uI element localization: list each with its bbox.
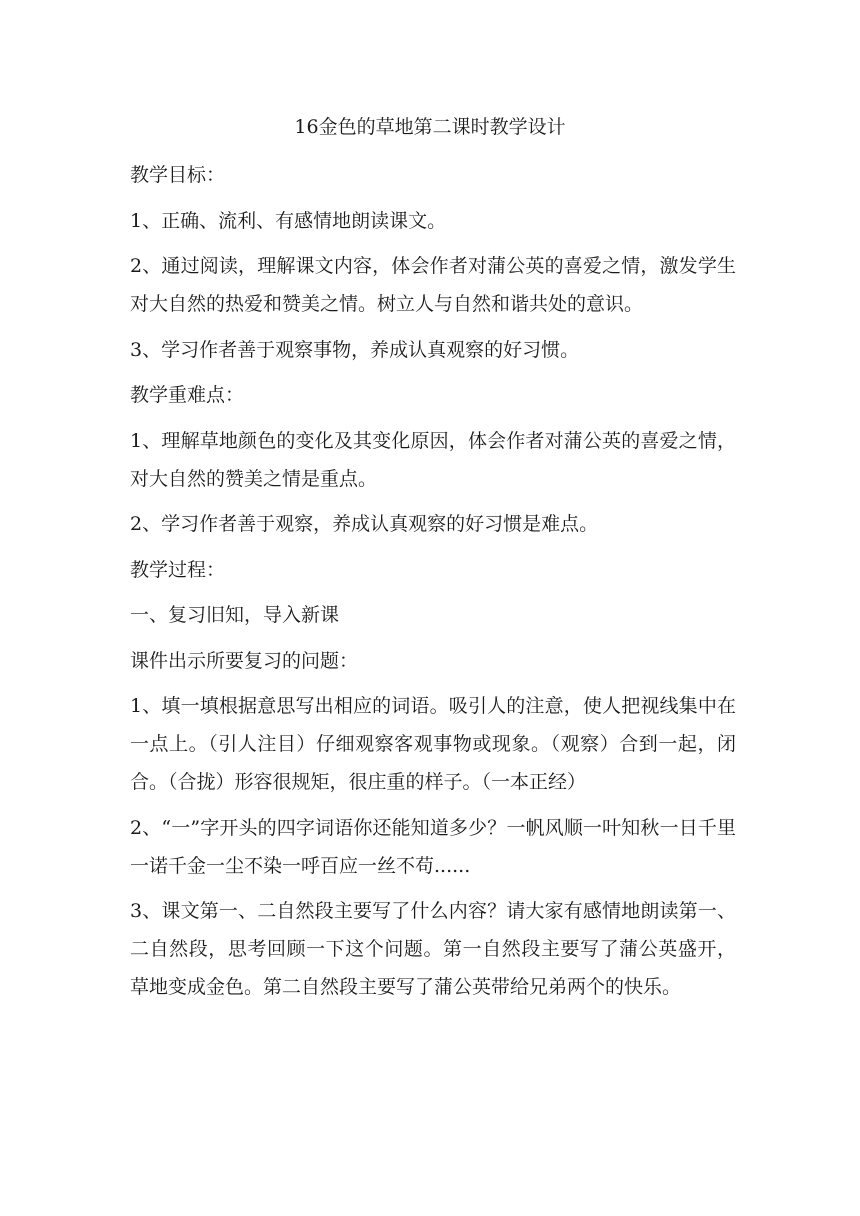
goal-item-2: 2、通过阅读，理解课文内容，体会作者对蒲公英的喜爱之情，激发学生对大自然的热爱和赞美之情。树立人与自然和谐共处的意识。 [130,255,736,315]
goal-item-1: 1、正确、流利、有感情地朗读课文。 [130,209,447,232]
review-question-2: 2、“一”字开头的四字词语你还能知道多少？一帆风顺一叶知秋一日千里一诺千金一尘不染一呼百应一丝不苟...... [130,816,736,877]
key-point-1: 1、理解草地颜色的变化及其变化原因，体会作者对蒲公英的喜爱之情，对大自然的赞美之情是重点。 [130,429,736,490]
review-question-3: 3、课文第一、二自然段主要写了什么内容？请大家有感情地朗读第一、二自然段，思考回顾一下这个问题。第一自然段主要写了蒲公英盛开，草地变成金色。第二自然段主要写了蒲公英带给兄弟两个的快乐。 [130,900,736,998]
document-title: 16金色的草地第二课时教学设计 [294,116,566,138]
heading-teaching-process: 教学过程： [130,558,226,581]
review-intro: 课件出示所要复习的问题： [130,649,359,672]
heading-teaching-goals: 教学目标： [130,164,226,186]
key-point-2: 2、学习作者善于观察，养成认真观察的好习惯是难点。 [130,513,599,535]
document-body [130,156,736,1014]
heading-key-points: 教学重难点： [130,384,245,406]
review-question-1: 1、填一填根据意思写出相应的词语。吸引人的注意，使人把视线集中在一点上。（引人注目）仔细观察客观事物或现象。（观察）合到一起，闭合。（合拢）形容很规矩，很庄重的样子。（一本正经） [130,695,736,793]
section-review-heading: 一、复习旧知，导入新课 [130,604,340,626]
goal-item-3: 3、学习作者善于观察事物，养成认真观察的好习惯。 [130,338,580,361]
